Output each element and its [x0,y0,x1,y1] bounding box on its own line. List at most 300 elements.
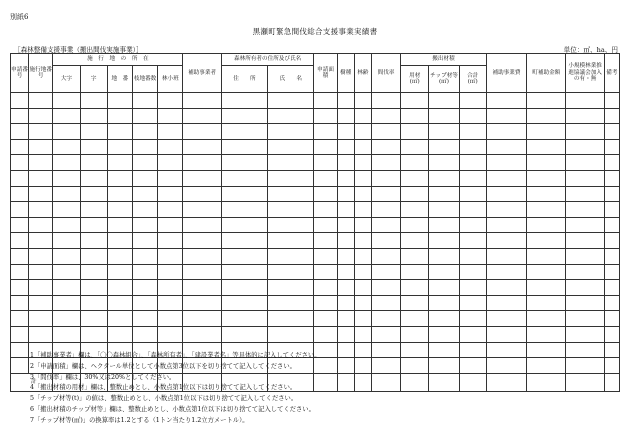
table-cell[interactable] [459,264,486,280]
table-cell[interactable] [53,202,80,218]
table-cell[interactable] [371,170,400,186]
table-cell[interactable] [486,139,526,155]
table-cell[interactable] [183,233,221,249]
table-cell[interactable] [486,280,526,296]
table-cell[interactable] [53,124,80,140]
table-cell[interactable] [107,311,132,327]
table-cell[interactable] [604,342,619,358]
table-cell[interactable] [337,139,354,155]
table-cell[interactable] [183,326,221,342]
table-cell[interactable] [527,264,566,280]
table-cell[interactable] [371,93,400,109]
table-cell[interactable] [527,93,566,109]
table-cell[interactable] [183,280,221,296]
table-cell[interactable] [401,248,429,264]
table-cell[interactable] [132,264,157,280]
table-cell[interactable] [132,108,157,124]
table-cell[interactable] [29,155,53,171]
table-cell[interactable] [337,186,354,202]
table-cell[interactable] [459,139,486,155]
table-cell[interactable] [80,264,107,280]
table-cell[interactable] [429,342,459,358]
table-cell[interactable] [107,155,132,171]
table-cell[interactable] [268,108,314,124]
table-cell[interactable] [354,295,371,311]
table-cell[interactable] [158,170,183,186]
table-cell[interactable] [527,170,566,186]
table-cell[interactable] [268,295,314,311]
table-cell[interactable] [107,217,132,233]
table-cell[interactable] [337,124,354,140]
table-cell[interactable] [429,186,459,202]
table-cell[interactable] [221,311,267,327]
table-cell[interactable] [107,139,132,155]
table-cell[interactable] [107,280,132,296]
table-cell[interactable] [429,124,459,140]
table-cell[interactable] [371,155,400,171]
table-cell[interactable] [53,186,80,202]
table-cell[interactable] [604,248,619,264]
table-cell[interactable] [29,93,53,109]
table-cell[interactable] [314,202,337,218]
table-cell[interactable] [29,326,53,342]
table-cell[interactable] [401,358,429,374]
table-cell[interactable] [314,248,337,264]
table-cell[interactable] [486,93,526,109]
table-cell[interactable] [566,155,604,171]
table-cell[interactable] [158,155,183,171]
table-cell[interactable] [158,295,183,311]
table-cell[interactable] [221,124,267,140]
table-cell[interactable] [486,233,526,249]
table-cell[interactable] [314,233,337,249]
table-cell[interactable] [11,248,29,264]
table-cell[interactable] [604,170,619,186]
table-cell[interactable] [221,217,267,233]
table-cell[interactable] [486,295,526,311]
table-cell[interactable] [29,202,53,218]
table-cell[interactable] [183,186,221,202]
table-cell[interactable] [158,326,183,342]
table-cell[interactable] [221,186,267,202]
table-cell[interactable] [314,217,337,233]
table-cell[interactable] [527,217,566,233]
table-cell[interactable] [566,280,604,296]
table-cell[interactable] [429,248,459,264]
table-cell[interactable] [268,326,314,342]
table-cell[interactable] [337,108,354,124]
table-cell[interactable] [221,280,267,296]
table-cell[interactable] [527,248,566,264]
table-cell[interactable] [604,202,619,218]
table-cell[interactable] [527,139,566,155]
table-cell[interactable] [527,326,566,342]
table-cell[interactable] [354,233,371,249]
table-cell[interactable] [486,358,526,374]
table-cell[interactable] [80,170,107,186]
table-cell[interactable] [132,311,157,327]
table-cell[interactable] [29,295,53,311]
table-cell[interactable] [566,311,604,327]
table-cell[interactable] [354,139,371,155]
table-cell[interactable] [132,202,157,218]
table-cell[interactable] [354,202,371,218]
table-cell[interactable] [107,295,132,311]
table-cell[interactable] [459,326,486,342]
table-cell[interactable] [401,155,429,171]
table-cell[interactable] [29,108,53,124]
table-cell[interactable] [527,233,566,249]
table-cell[interactable] [183,155,221,171]
table-cell[interactable] [566,326,604,342]
table-cell[interactable] [132,326,157,342]
table-cell[interactable] [53,311,80,327]
table-cell[interactable] [337,264,354,280]
table-cell[interactable] [459,202,486,218]
table-cell[interactable] [429,358,459,374]
table-cell[interactable] [314,93,337,109]
table-cell[interactable] [314,311,337,327]
table-cell[interactable] [29,124,53,140]
table-cell[interactable] [566,170,604,186]
table-cell[interactable] [158,139,183,155]
table-cell[interactable] [486,311,526,327]
table-cell[interactable] [183,295,221,311]
table-cell[interactable] [80,217,107,233]
table-cell[interactable] [183,124,221,140]
table-cell[interactable] [132,139,157,155]
table-cell[interactable] [11,217,29,233]
table-cell[interactable] [486,342,526,358]
table-cell[interactable] [221,264,267,280]
table-cell[interactable] [459,295,486,311]
table-cell[interactable] [80,155,107,171]
table-cell[interactable] [268,186,314,202]
table-cell[interactable] [354,108,371,124]
table-cell[interactable] [354,326,371,342]
table-cell[interactable] [221,93,267,109]
table-cell[interactable] [29,248,53,264]
table-cell[interactable] [604,295,619,311]
table-cell[interactable] [158,264,183,280]
table-cell[interactable] [486,326,526,342]
table-cell[interactable] [566,202,604,218]
table-cell[interactable] [337,295,354,311]
table-cell[interactable] [107,108,132,124]
table-cell[interactable] [11,264,29,280]
table-cell[interactable] [158,233,183,249]
table-cell[interactable] [268,155,314,171]
table-cell[interactable] [604,326,619,342]
table-cell[interactable] [401,108,429,124]
table-cell[interactable] [53,248,80,264]
table-cell[interactable] [459,342,486,358]
table-cell[interactable] [429,280,459,296]
table-cell[interactable] [354,170,371,186]
table-cell[interactable] [183,93,221,109]
table-cell[interactable] [107,186,132,202]
table-cell[interactable] [527,108,566,124]
table-cell[interactable] [221,170,267,186]
table-cell[interactable] [314,326,337,342]
table-cell[interactable] [132,248,157,264]
table-cell[interactable] [459,124,486,140]
table-cell[interactable] [80,108,107,124]
table-cell[interactable] [314,124,337,140]
table-cell[interactable] [566,93,604,109]
table-cell[interactable] [429,295,459,311]
table-cell[interactable] [221,139,267,155]
table-cell[interactable] [354,264,371,280]
table-cell[interactable] [371,186,400,202]
table-cell[interactable] [53,264,80,280]
table-cell[interactable] [337,233,354,249]
table-cell[interactable] [221,108,267,124]
table-cell[interactable] [401,295,429,311]
table-cell[interactable] [604,155,619,171]
table-cell[interactable] [268,124,314,140]
table-cell[interactable] [183,139,221,155]
table-cell[interactable] [429,93,459,109]
table-cell[interactable] [486,170,526,186]
table-cell[interactable] [268,280,314,296]
table-cell[interactable] [459,217,486,233]
table-cell[interactable] [527,358,566,374]
table-cell[interactable] [314,280,337,296]
table-cell[interactable] [354,342,371,358]
table-cell[interactable] [371,358,400,374]
table-cell[interactable] [221,295,267,311]
table-cell[interactable] [337,248,354,264]
table-cell[interactable] [314,186,337,202]
table-cell[interactable] [11,202,29,218]
table-cell[interactable] [29,233,53,249]
table-cell[interactable] [371,139,400,155]
table-cell[interactable] [566,139,604,155]
table-cell[interactable] [354,155,371,171]
table-cell[interactable] [371,342,400,358]
table-cell[interactable] [354,186,371,202]
table-cell[interactable] [337,155,354,171]
table-cell[interactable] [486,202,526,218]
table-cell[interactable] [604,217,619,233]
table-cell[interactable] [183,217,221,233]
table-cell[interactable] [80,186,107,202]
table-cell[interactable] [11,311,29,327]
table-cell[interactable] [11,326,29,342]
table-cell[interactable] [459,108,486,124]
table-cell[interactable] [183,264,221,280]
table-cell[interactable] [132,124,157,140]
table-cell[interactable] [314,155,337,171]
table-cell[interactable] [527,124,566,140]
table-cell[interactable] [221,326,267,342]
table-cell[interactable] [80,202,107,218]
table-cell[interactable] [80,233,107,249]
table-cell[interactable] [337,342,354,358]
table-cell[interactable] [527,342,566,358]
table-cell[interactable] [354,248,371,264]
table-cell[interactable] [486,264,526,280]
table-cell[interactable] [314,295,337,311]
table-cell[interactable] [107,326,132,342]
table-cell[interactable] [459,358,486,374]
table-cell[interactable] [268,139,314,155]
table-cell[interactable] [29,280,53,296]
table-cell[interactable] [268,233,314,249]
table-cell[interactable] [401,311,429,327]
table-cell[interactable] [158,93,183,109]
table-cell[interactable] [401,124,429,140]
table-cell[interactable] [11,170,29,186]
table-cell[interactable] [371,264,400,280]
table-cell[interactable] [221,155,267,171]
table-cell[interactable] [183,248,221,264]
table-cell[interactable] [11,233,29,249]
table-cell[interactable] [527,186,566,202]
table-cell[interactable] [337,358,354,374]
table-cell[interactable] [314,139,337,155]
table-cell[interactable] [53,93,80,109]
table-cell[interactable] [107,248,132,264]
table-cell[interactable] [371,124,400,140]
table-cell[interactable] [566,186,604,202]
table-cell[interactable] [268,93,314,109]
table-cell[interactable] [183,202,221,218]
table-cell[interactable] [158,280,183,296]
table-cell[interactable] [429,155,459,171]
table-cell[interactable] [429,264,459,280]
table-cell[interactable] [354,280,371,296]
table-cell[interactable] [221,248,267,264]
table-cell[interactable] [429,139,459,155]
table-cell[interactable] [566,264,604,280]
table-cell[interactable] [53,280,80,296]
table-cell[interactable] [11,280,29,296]
table-cell[interactable] [566,295,604,311]
table-cell[interactable] [371,233,400,249]
table-cell[interactable] [566,217,604,233]
table-cell[interactable] [486,155,526,171]
table-cell[interactable] [371,202,400,218]
table-cell[interactable] [53,108,80,124]
table-cell[interactable] [371,248,400,264]
table-cell[interactable] [268,264,314,280]
table-cell[interactable] [486,217,526,233]
table-cell[interactable] [429,311,459,327]
table-cell[interactable] [459,155,486,171]
table-cell[interactable] [354,124,371,140]
table-cell[interactable] [429,326,459,342]
table-cell[interactable] [354,217,371,233]
table-cell[interactable] [221,202,267,218]
table-cell[interactable] [401,342,429,358]
table-cell[interactable] [183,311,221,327]
table-cell[interactable] [604,233,619,249]
table-cell[interactable] [604,108,619,124]
table-cell[interactable] [11,295,29,311]
table-cell[interactable] [486,248,526,264]
table-cell[interactable] [401,326,429,342]
table-cell[interactable] [371,108,400,124]
table-cell[interactable] [486,124,526,140]
table-cell[interactable] [459,248,486,264]
table-cell[interactable] [132,155,157,171]
table-cell[interactable] [11,155,29,171]
table-cell[interactable] [132,217,157,233]
table-cell[interactable] [459,311,486,327]
table-cell[interactable] [183,170,221,186]
table-cell[interactable] [80,326,107,342]
table-cell[interactable] [53,170,80,186]
table-cell[interactable] [268,311,314,327]
table-cell[interactable] [604,186,619,202]
table-cell[interactable] [604,280,619,296]
table-cell[interactable] [354,93,371,109]
table-cell[interactable] [527,202,566,218]
table-cell[interactable] [527,311,566,327]
table-cell[interactable] [107,264,132,280]
table-cell[interactable] [80,124,107,140]
table-cell[interactable] [132,186,157,202]
table-cell[interactable] [566,233,604,249]
table-cell[interactable] [53,217,80,233]
table-cell[interactable] [158,108,183,124]
table-cell[interactable] [459,93,486,109]
table-cell[interactable] [11,93,29,109]
table-cell[interactable] [80,280,107,296]
table-cell[interactable] [566,342,604,358]
table-cell[interactable] [371,217,400,233]
table-cell[interactable] [29,170,53,186]
table-cell[interactable] [314,170,337,186]
table-cell[interactable] [371,295,400,311]
table-cell[interactable] [80,311,107,327]
table-cell[interactable] [107,170,132,186]
table-cell[interactable] [80,93,107,109]
table-cell[interactable] [158,186,183,202]
table-cell[interactable] [53,233,80,249]
table-cell[interactable] [566,358,604,374]
table-cell[interactable] [486,186,526,202]
table-cell[interactable] [337,326,354,342]
table-cell[interactable] [158,202,183,218]
table-cell[interactable] [371,311,400,327]
table-cell[interactable] [337,170,354,186]
table-cell[interactable] [527,155,566,171]
table-cell[interactable] [337,217,354,233]
table-cell[interactable] [604,93,619,109]
table-cell[interactable] [11,124,29,140]
table-cell[interactable] [566,248,604,264]
table-cell[interactable] [132,280,157,296]
table-cell[interactable] [486,108,526,124]
table-cell[interactable] [401,93,429,109]
table-cell[interactable] [268,248,314,264]
table-cell[interactable] [337,311,354,327]
table-cell[interactable] [401,186,429,202]
table-cell[interactable] [429,217,459,233]
table-cell[interactable] [429,202,459,218]
table-cell[interactable] [566,124,604,140]
table-cell[interactable] [371,280,400,296]
table-cell[interactable] [11,358,29,374]
table-cell[interactable] [29,264,53,280]
table-cell[interactable] [107,202,132,218]
table-cell[interactable] [53,155,80,171]
table-cell[interactable] [401,202,429,218]
table-cell[interactable] [604,124,619,140]
